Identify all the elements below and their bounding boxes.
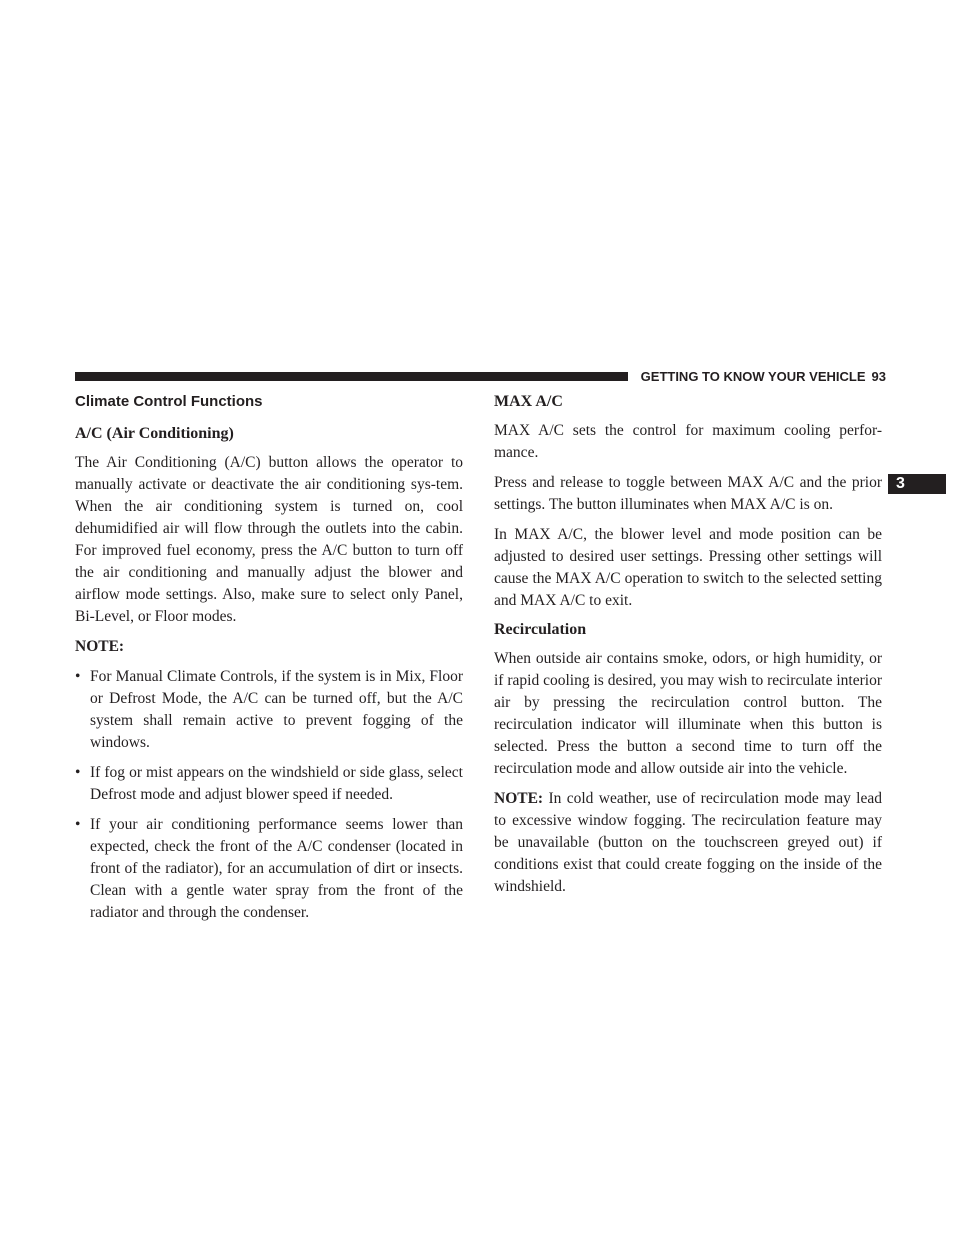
list-item-text: For Manual Climate Controls, if the system is in Mix, Floor or Defrost Mode, the A/C can be turned off, but the A/C system shall remain active to prevent fogging of the windows. bbox=[90, 668, 463, 751]
list-item-text: If your air conditioning performance seems lower than expected, check the front of the A/C condenser (located in front of the radiator), for an accumulation of dirt or insects. Clean with a gentle water spray from the front of the radiator and through the condenser. bbox=[90, 816, 463, 921]
max-ac-paragraph-2: Press and release to toggle between MAX A/C and the prior settings. The button illuminates when MAX A/C is on. bbox=[494, 474, 882, 513]
list-item-text: If fog or mist appears on the windshield or side glass, select Defrost mode and adjust blower speed if needed. bbox=[90, 764, 463, 803]
ac-paragraph: The Air Conditioning (A/C) button allows the operator to manually activate or deactivate the air conditioning sys-tem. When the air conditioning system is turned on, cool dehumidified air will flow through the outlets into the cabin. For improved fuel economy, press the A/C button to turn off the air conditioning and manually adjust the blower and airflow mode settings. Also, make sure to select only Panel, Bi-Level, or Floor modes. bbox=[75, 454, 463, 625]
list-item bbox=[75, 814, 463, 924]
page-number: 93 bbox=[871, 369, 886, 384]
running-head-section: GETTING TO KNOW YOUR VEHICLE bbox=[640, 369, 866, 384]
chapter-tab[interactable]: 3 bbox=[888, 474, 946, 494]
section-title: Climate Control Functions bbox=[75, 393, 263, 410]
bullet-glyph: • bbox=[75, 816, 81, 833]
bullet-glyph: • bbox=[75, 764, 81, 781]
recirculation-note bbox=[494, 788, 882, 898]
running-head bbox=[636, 369, 886, 385]
note-list bbox=[75, 666, 463, 924]
list-item bbox=[75, 666, 463, 754]
note-text: In cold weather, use of recirculation mode may lead to excessive window fogging. The recirculation feature may be unavailable (button on the touchscreen greyed out) if conditions exist that could create fogging on the inside of the windshield. bbox=[494, 790, 882, 895]
bullet-glyph: • bbox=[75, 668, 81, 685]
max-ac-paragraph-3: In MAX A/C, the blower level and mode position can be adjusted to desired user settings. Pressing other settings will cause the MAX A/C operation to switch to the selected setting and MAX A/C to exit. bbox=[494, 526, 882, 609]
left-column bbox=[75, 392, 463, 932]
note-label: NOTE: bbox=[75, 638, 125, 655]
recirculation-heading: Recirculation bbox=[494, 621, 587, 638]
max-ac-heading: MAX A/C bbox=[494, 393, 563, 410]
recirculation-paragraph: When outside air contains smoke, odors, or high humidity, or if rapid cooling is desired, you may wish to recirculate interior air by pressing the recirculation control button. The recirculation indicator will illuminate when this button is selected. Press the button a second time to turn off the recirculation mode and allow outside air into the vehicle. bbox=[494, 650, 882, 777]
note-label: NOTE: bbox=[494, 790, 544, 807]
list-item bbox=[75, 762, 463, 806]
right-column bbox=[494, 392, 882, 906]
max-ac-paragraph-1: MAX A/C sets the control for maximum cooling perfor-mance. bbox=[494, 422, 882, 461]
ac-heading: A/C (Air Conditioning) bbox=[75, 425, 234, 442]
header-rule bbox=[75, 372, 628, 381]
